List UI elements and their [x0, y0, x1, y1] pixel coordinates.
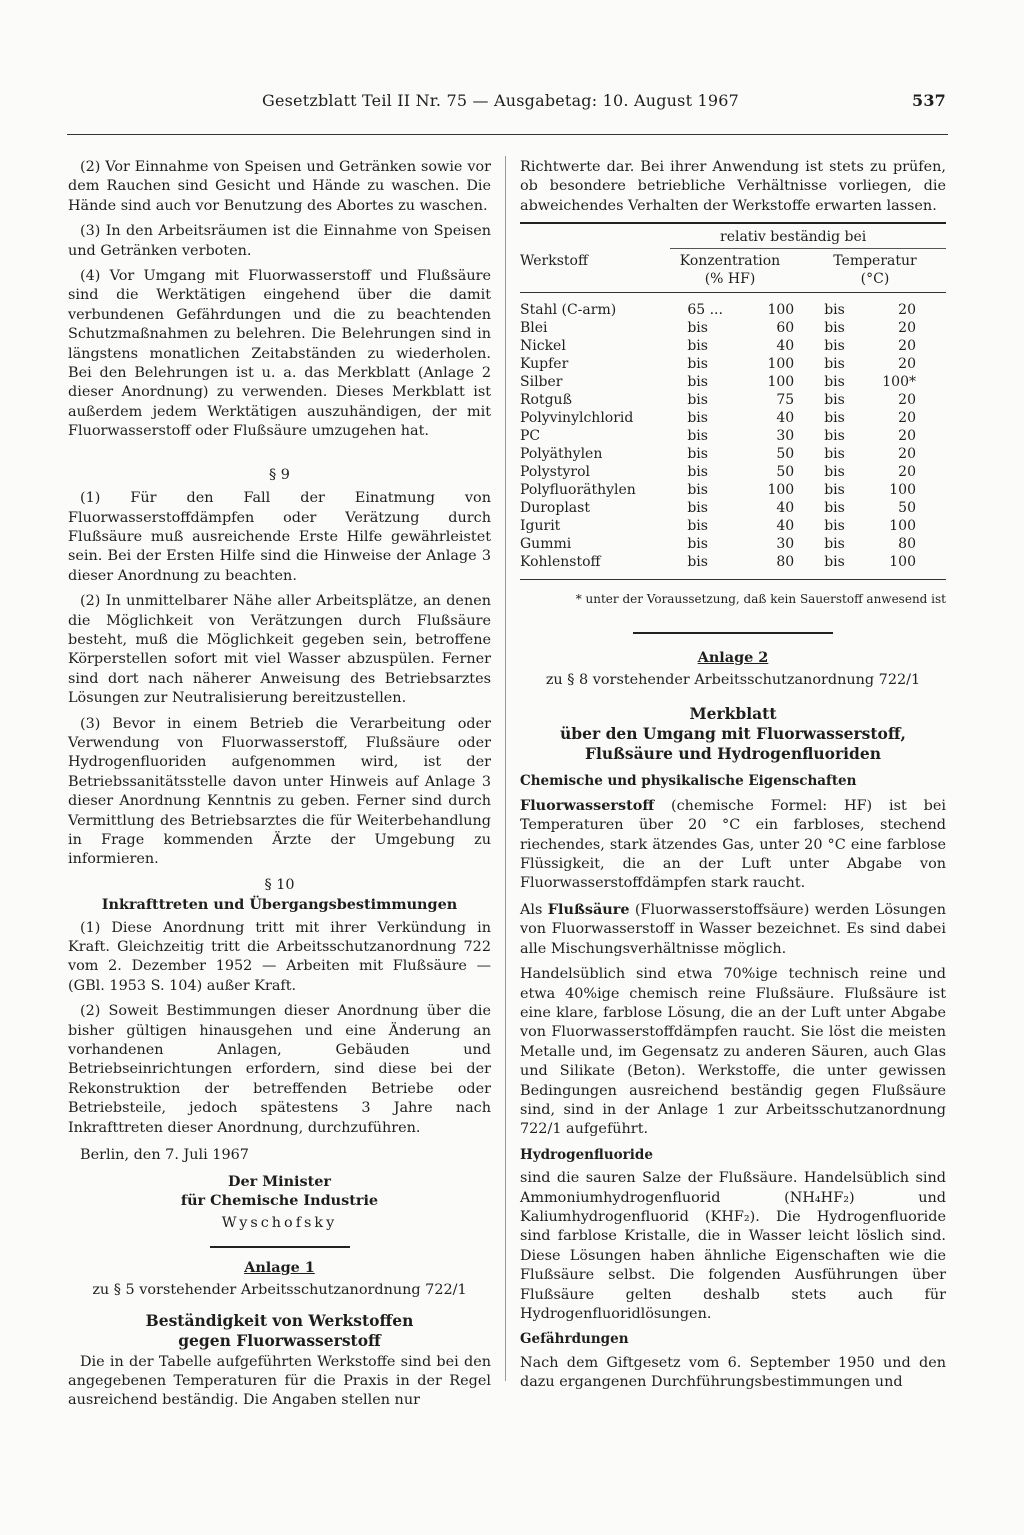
konzentration-prefix-cell: bis [687, 320, 708, 337]
konzentration-value-cell: 40 [776, 500, 795, 517]
table-group-rule [670, 248, 946, 249]
konzentration-value-cell: 40 [776, 410, 795, 427]
table-row [520, 481, 946, 499]
konzentration-value-cell: 30 [776, 536, 795, 553]
werkstoff-cell: Stahl (C-arm) [520, 302, 617, 319]
table-intro: Richtwerte dar. Bei ihrer Anwendung ist stets zu prüfen, ob besondere betriebliche Verhältnisse vorliegen, die abweichendes Verhalten der Werkstoffe erwarten lassen. [520, 159, 946, 214]
page-number: 537 [912, 91, 946, 110]
table-row [520, 517, 946, 535]
temperatur-prefix-cell: bis [824, 392, 845, 409]
temperatur-value-cell: 20 [898, 464, 916, 481]
temperatur-value-cell: 20 [898, 338, 916, 355]
page-header [262, 91, 962, 110]
werkstoff-cell: Polyäthylen [520, 446, 603, 463]
konzentration-value-cell: 100 [767, 356, 795, 373]
left-column [68, 158, 491, 1417]
werkstoff-cell: Polyfluoräthylen [520, 482, 636, 499]
table-row [520, 535, 946, 553]
signer-title-2: für Chemische Industrie [180, 1191, 379, 1209]
table-row [520, 499, 946, 517]
table-row [520, 337, 946, 355]
temperatur-value-cell: 100* [882, 374, 916, 391]
table-top-rule [520, 222, 946, 224]
merkblatt-title-2: über den Umgang mit Fluorwasserstoff, [560, 724, 906, 744]
paragraph-9-2: (2) In unmittelbarer Nähe aller Arbeitsplätze, an denen die Möglichkeit von Verätzungen durch Flußsäure besteht, muß die Möglichkeit gegeben sein, betroffene Körperstellen sofort mit viel Wasser abzuspülen. Ferner sind dort nach näherer Anweisung des Betriebsarztes Lösungen zur Neutralisierung bereitzustellen. [68, 593, 491, 707]
table-header [520, 226, 946, 288]
paragraph-9-1: (1) Für den Fall der Einatmung von Fluorwasserstoffdämpfen oder Verätzung durch Flußsäure muß ausreichende Erste Hilfe gewährleistet sein. Bei der Ersten Hilfe sind die Hinweise der Anlage 3 dieser Anordnung zu beachten. [68, 490, 491, 584]
konzentration-value-cell: 75 [776, 392, 795, 409]
temperatur-prefix-cell: bis [824, 356, 845, 373]
konzentration-prefix-cell: bis [687, 428, 708, 445]
column-header-temperatur-label: Temperatur [833, 253, 917, 270]
konzentration-prefix-cell: bis [687, 374, 708, 391]
merkblatt-title-3: Flußsäure und Hydrogenfluoriden [584, 744, 882, 764]
column-header-konzentration [675, 252, 785, 288]
anlage-1-reference: zu § 5 vorstehender Arbeitsschutzanordnung 722/1 [92, 1282, 467, 1299]
werkstoff-cell: Kupfer [520, 356, 569, 373]
column-header-temperatur-unit: (°C) [860, 271, 890, 288]
konzentration-prefix-cell: bis [687, 446, 708, 463]
werkstoff-cell: Silber [520, 374, 563, 391]
paragraph-gefaehrdungen: Nach dem Giftgesetz vom 6. September 1950 und den dazu ergangenen Durchführungsbestimmungen und [520, 1354, 946, 1391]
temperatur-value-cell: 100 [889, 518, 916, 535]
table-bottom-rule [520, 579, 946, 580]
fluorwasserstoff-text: (chemische Formel: HF) ist bei Temperaturen über 20 °C ein farbloses, stechend riechendes, stark ätzendes Gas, unter 20 °C eine farblose Flüssigkeit, die an der Luft unter Abgabe von Fluorwasserstoffdämpfen stark raucht. [520, 797, 946, 892]
konzentration-prefix-cell: bis [687, 536, 708, 553]
table-row [520, 301, 946, 319]
anlage-1-paragraph: Die in der Tabelle aufgeführten Werkstoffe sind bei den angegebenen Temperaturen für die Praxis in der Regel ausreichend beständig. Die Angaben stellen nur [68, 1353, 491, 1409]
konzentration-value-cell: 80 [776, 554, 795, 571]
flusssaeure-pre: Als [520, 901, 548, 918]
temperatur-value-cell: 50 [898, 500, 916, 517]
werkstoff-cell: Rotguß [520, 392, 572, 409]
flusssaeure-text: (Fluorwasserstoffsäure) werden Lösungen von Fluorwasserstoff in Wasser bezeichnet. Es sind dabei alle Mischungsverhältnisse möglich. [520, 901, 946, 957]
temperatur-prefix-cell: bis [824, 338, 845, 355]
table-row [520, 355, 946, 373]
section-10-heading: § 10 [264, 876, 295, 893]
temperatur-prefix-cell: bis [824, 374, 845, 391]
konzentration-prefix-cell: bis [687, 554, 708, 571]
anlage-2-reference: zu § 8 vorstehender Arbeitsschutzanordnung 722/1 [545, 672, 921, 689]
werkstoff-cell: Gummi [520, 536, 572, 553]
konzentration-prefix-cell: bis [687, 482, 708, 499]
temperatur-value-cell: 20 [898, 302, 916, 319]
temperatur-value-cell: 20 [898, 410, 916, 427]
temperatur-value-cell: 20 [898, 392, 916, 409]
table-row [520, 319, 946, 337]
temperatur-prefix-cell: bis [824, 428, 845, 445]
temperatur-prefix-cell: bis [824, 464, 845, 481]
column-header-konzentration-unit: (% HF) [704, 271, 756, 288]
column-header-konzentration-label: Konzentration [679, 253, 781, 270]
anlage-1-title: Anlage 1 [244, 1258, 315, 1276]
signer-title-1: Der Minister [227, 1172, 332, 1190]
column-header-temperatur [815, 252, 935, 288]
temperatur-prefix-cell: bis [824, 302, 845, 319]
paragraph-8-4: (4) Vor Umgang mit Fluorwasserstoff und Flußsäure sind die Werktätigen eingehend über die damit verbundenen Gefährdungen und die zu beachtenden Schutzmaßnahmen zu belehren. Die Belehrungen sind in längstens monatlichen Zeitabständen zu wiederholen. Bei den Belehrungen ist u. a. das Merkblatt (Anlage 2 dieser Anordnung) zu verwenden. Dieses Merkblatt ist außerdem jedem Werktätigen auszuhändigen, der mit Fluorwasserstoff oder Flußsäure umzugehen hat. [68, 268, 491, 440]
werkstoff-table [520, 301, 946, 571]
werkstoff-cell: Polystyrol [520, 464, 590, 481]
werkstoff-cell: PC [520, 428, 541, 445]
temperatur-prefix-cell: bis [824, 500, 845, 517]
paragraph-8-3: (3) In den Arbeitsräumen ist die Einnahme von Speisen und Getränken verboten. [68, 223, 491, 259]
paragraph-handelsueblich: Handelsüblich sind etwa 70%ige technisch reine und etwa 40%ige chemisch reine Flußsäure. Flußsäure ist eine klare, farblose Lösung, die an der Luft unter Abgabe von Fluorwasserstoffdämpfen raucht. Sie löst die meisten Metalle und, im Gegensatz zu anderen Säuren, auch Glas und Silikate (Beton). Werkstoffe, die unter gewissen Bedingungen ausreichend beständig gegen Flußsäure sind, sind in der Anlage 1 zur Arbeitsschutzanordnung 722/1 aufgeführt. [520, 966, 946, 1138]
temperatur-prefix-cell: bis [824, 446, 845, 463]
temperatur-value-cell: 100 [889, 482, 916, 499]
konzentration-prefix-cell: bis [687, 410, 708, 427]
temperatur-prefix-cell: bis [824, 536, 845, 553]
column-divider [505, 156, 506, 1381]
table-row [520, 463, 946, 481]
temperatur-prefix-cell: bis [824, 554, 845, 571]
temperatur-value-cell: 20 [898, 320, 916, 337]
subsection-eigenschaften: Chemische und physikalische Eigenschaften [520, 773, 857, 790]
date-line: Berlin, den 7. Juli 1967 [80, 1147, 249, 1164]
werkstoff-cell: Blei [520, 320, 548, 337]
temperatur-prefix-cell: bis [824, 482, 845, 499]
werkstoff-cell: Polyvinylchlorid [520, 410, 634, 427]
table-row [520, 409, 946, 427]
konzentration-prefix-cell: bis [687, 356, 708, 373]
konzentration-value-cell: 100 [767, 374, 795, 391]
konzentration-prefix-cell: 65 ... [687, 302, 723, 319]
table-row [520, 373, 946, 391]
subsection-gefaehrdungen: Gefährdungen [520, 1331, 629, 1348]
paragraph-fluorwasserstoff [520, 796, 946, 894]
temperatur-value-cell: 80 [898, 536, 916, 553]
section-9-heading: § 9 [269, 466, 290, 483]
paragraph-8-2: (2) Vor Einnahme von Speisen und Getränken sowie vor dem Rauchen sind Gesicht und Hände zu waschen. Die Hände sind auch vor Benutzung des Abortes zu waschen. [68, 159, 491, 214]
werkstoff-cell: Kohlenstoff [520, 554, 601, 571]
paragraph-hydrogenfluoride: sind die sauren Salze der Flußsäure. Handelsüblich sind Ammoniumhydrogenfluorid (NH₄HF₂) und Kaliumhydrogenfluorid (KHF₂). Die Hydrogenfluoride sind farblose Kristalle, die in Wasser leicht löslich sind. Diese Lösungen haben ähnliche Eigenschaften wie die Flußsäure selbst. Die folgenden Ausführungen über Flußsäure gelten deshalb stets auch für Hydrogenfluoridlösungen. [520, 1170, 946, 1322]
table-row [520, 391, 946, 409]
table-row [520, 553, 946, 571]
konzentration-prefix-cell: bis [687, 500, 708, 517]
temperatur-value-cell: 100 [889, 554, 916, 571]
anlage-1-heading-line-2: gegen Fluorwasserstoff [178, 1330, 381, 1350]
table-header-rule [520, 292, 946, 293]
merkblatt-title-1: Merkblatt [689, 704, 777, 724]
werkstoff-cell: Nickel [520, 338, 566, 355]
section-10-title: Inkrafttreten und Übergangsbestimmungen [101, 896, 458, 914]
temperatur-prefix-cell: bis [824, 518, 845, 535]
temperatur-value-cell: 20 [898, 428, 916, 445]
konzentration-value-cell: 40 [776, 338, 795, 355]
werkstoff-cell: Igurit [520, 518, 561, 535]
table-footnote: * unter der Voraussetzung, daß kein Sauerstoff anwesend ist [575, 592, 946, 607]
divider-rule [210, 1246, 350, 1248]
temperatur-prefix-cell: bis [824, 320, 845, 337]
konzentration-value-cell: 40 [776, 518, 795, 535]
konzentration-prefix-cell: bis [687, 518, 708, 535]
table-row [520, 427, 946, 445]
term-flusssaeure: Flußsäure [547, 900, 630, 918]
konzentration-value-cell: 30 [776, 428, 795, 445]
konzentration-prefix-cell: bis [687, 392, 708, 409]
konzentration-value-cell: 60 [776, 320, 795, 337]
subsection-hydrogenfluoride: Hydrogenfluoride [520, 1146, 653, 1163]
temperatur-prefix-cell: bis [824, 410, 845, 427]
konzentration-prefix-cell: bis [687, 464, 708, 481]
anlage-1-heading-line-1: Beständigkeit von Werkstoffen [145, 1310, 414, 1330]
konzentration-value-cell: 50 [776, 446, 795, 463]
paragraph-10-1: (1) Diese Anordnung tritt mit ihrer Verkündung in Kraft. Gleichzeitig tritt die Arbeitsschutzanordnung 722 vom 2. Dezember 1952 — Arbeiten mit Flußsäure — (GBl. 1953 S. 104) außer Kraft. [68, 919, 491, 994]
paragraph-9-3: (3) Bevor in einem Betrieb die Verarbeitung oder Verwendung von Fluorwasserstoff, Flußsäure oder Hydrogenfluoriden aufgenommen wird, ist der Betriebssanitätsstelle davon unter Hinweis auf Anlage 3 dieser Anordnung Kenntnis zu geben. Ferner sind durch Vermittlung des Betriebsarztes die für Weiterbehandlung in Frage kommenden Ärzte der Umgebung zu informieren. [68, 715, 491, 868]
header-title: Gesetzblatt Teil II Nr. 75 — Ausgabetag: 10. August 1967 [262, 91, 740, 110]
right-column [520, 158, 946, 1399]
konzentration-value-cell: 50 [776, 464, 795, 481]
divider-rule-2 [633, 632, 833, 634]
table-group-header: relativ beständig bei [720, 229, 867, 246]
werkstoff-cell: Duroplast [520, 500, 590, 517]
temperatur-value-cell: 20 [898, 356, 916, 373]
header-rule [67, 134, 948, 135]
konzentration-value-cell: 100 [767, 302, 795, 319]
konzentration-prefix-cell: bis [687, 338, 708, 355]
anlage-2-title: Anlage 2 [697, 648, 769, 666]
paragraph-10-2: (2) Soweit Bestimmungen dieser Anordnung über die bisher gültigen hinausgehen und eine Änderung an vorhandenen Anlagen, Gebäuden und Betriebseinrichtungen erfordern, sind diese bei der Rekonstruktion der betreffenden Betriebe oder Betriebsteile, jedoch spätestens 3 Jahre nach Inkrafttreten dieser Anordnung, durchzuführen. [68, 1003, 491, 1136]
table-row [520, 445, 946, 463]
konzentration-value-cell: 100 [767, 482, 795, 499]
temperatur-value-cell: 20 [898, 446, 916, 463]
paragraph-flusssaeure [520, 900, 946, 959]
term-fluorwasserstoff: Fluorwasserstoff [520, 796, 655, 814]
signer-name: Wyschofsky [221, 1215, 338, 1232]
column-header-werkstoff: Werkstoff [520, 253, 588, 270]
